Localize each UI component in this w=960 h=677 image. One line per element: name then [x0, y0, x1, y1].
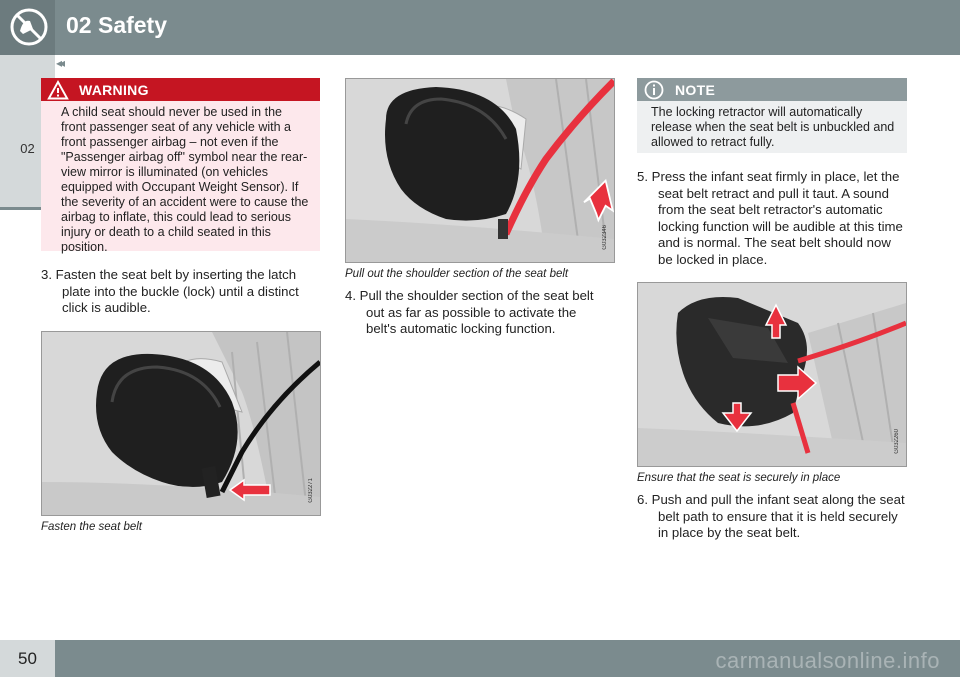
chapter-header [0, 0, 960, 55]
figure-fasten-seat-belt [41, 331, 321, 516]
note-title: NOTE [675, 81, 716, 98]
seat-belt-fasten-illustration [42, 332, 320, 515]
figure-caption: Ensure that the seat is securely in place [637, 472, 841, 484]
step-4-text: 4. Pull the shoulder section of the seat belt out as far as possible to activate the belt's automatic locking function. [345, 288, 594, 336]
chapter-number-label: 02 [20, 141, 35, 156]
page-footer [0, 640, 960, 677]
figure-code: G032271 [308, 477, 314, 503]
column-left [41, 78, 320, 533]
warning-text: A child seat should never be used in the front passenger seat of any vehicle with a front passenger airbag – not even if the "Passenger airbag off" symbol near the rear-view mirror is illuminated (on vehicles equipped with Occupant Weight Sensor). If the severity of an accident were to cause the airbag to inflate, this could lead to serious injury or death to a child seated in this position. [41, 101, 320, 251]
step-6-text: 6. Push and pull the infant seat along the seat belt path to ensure that it is held securely in place by the seat belt. [637, 492, 905, 540]
column-right [637, 78, 907, 542]
seat-secure-illustration [638, 283, 906, 466]
warning-callout [41, 78, 320, 254]
note-text: The locking retractor will automatically release when the seat belt is unbuckled and allowed to retract fully. [637, 101, 907, 153]
figure-caption: Pull out the shoulder section of the seat belt [345, 268, 569, 280]
note-callout [637, 78, 907, 153]
page-number-tab [0, 640, 55, 677]
note-title-bar [637, 78, 907, 101]
warning-title: WARNING [79, 81, 149, 98]
figure-caption: Fasten the seat belt [41, 520, 143, 533]
header-logo-tab [0, 0, 55, 55]
step-3-text: 3. Fasten the seat belt by inserting the latch plate into the buckle (lock) until a distinct click is audible. [41, 267, 299, 315]
figure-code: G032260 [894, 429, 900, 454]
page-number: 50 [18, 649, 37, 668]
figure-pull-shoulder-belt [345, 78, 615, 263]
watermark-text: carmanualsonline.info [715, 648, 940, 673]
back-nav-button[interactable]: ◂◂ [56, 56, 63, 70]
column-middle [345, 78, 613, 338]
warning-title-bar [41, 78, 320, 101]
warning-triangle-icon [47, 80, 69, 100]
figure-code: G032346 [602, 225, 608, 250]
step-5-text: 5. Press the infant seat firmly in place, let the seat belt retract and pull it taut. A sound from the seat belt retractor's automatic locking function will be audible at this time and is normal. The seat belt should now be locked in place. [637, 169, 903, 267]
info-circle-icon [643, 80, 665, 100]
figure-seat-secure [637, 282, 907, 467]
chapter-title: 02 Safety [66, 12, 168, 38]
shoulder-belt-pull-illustration [346, 79, 614, 262]
no-child-seat-icon [9, 7, 49, 47]
